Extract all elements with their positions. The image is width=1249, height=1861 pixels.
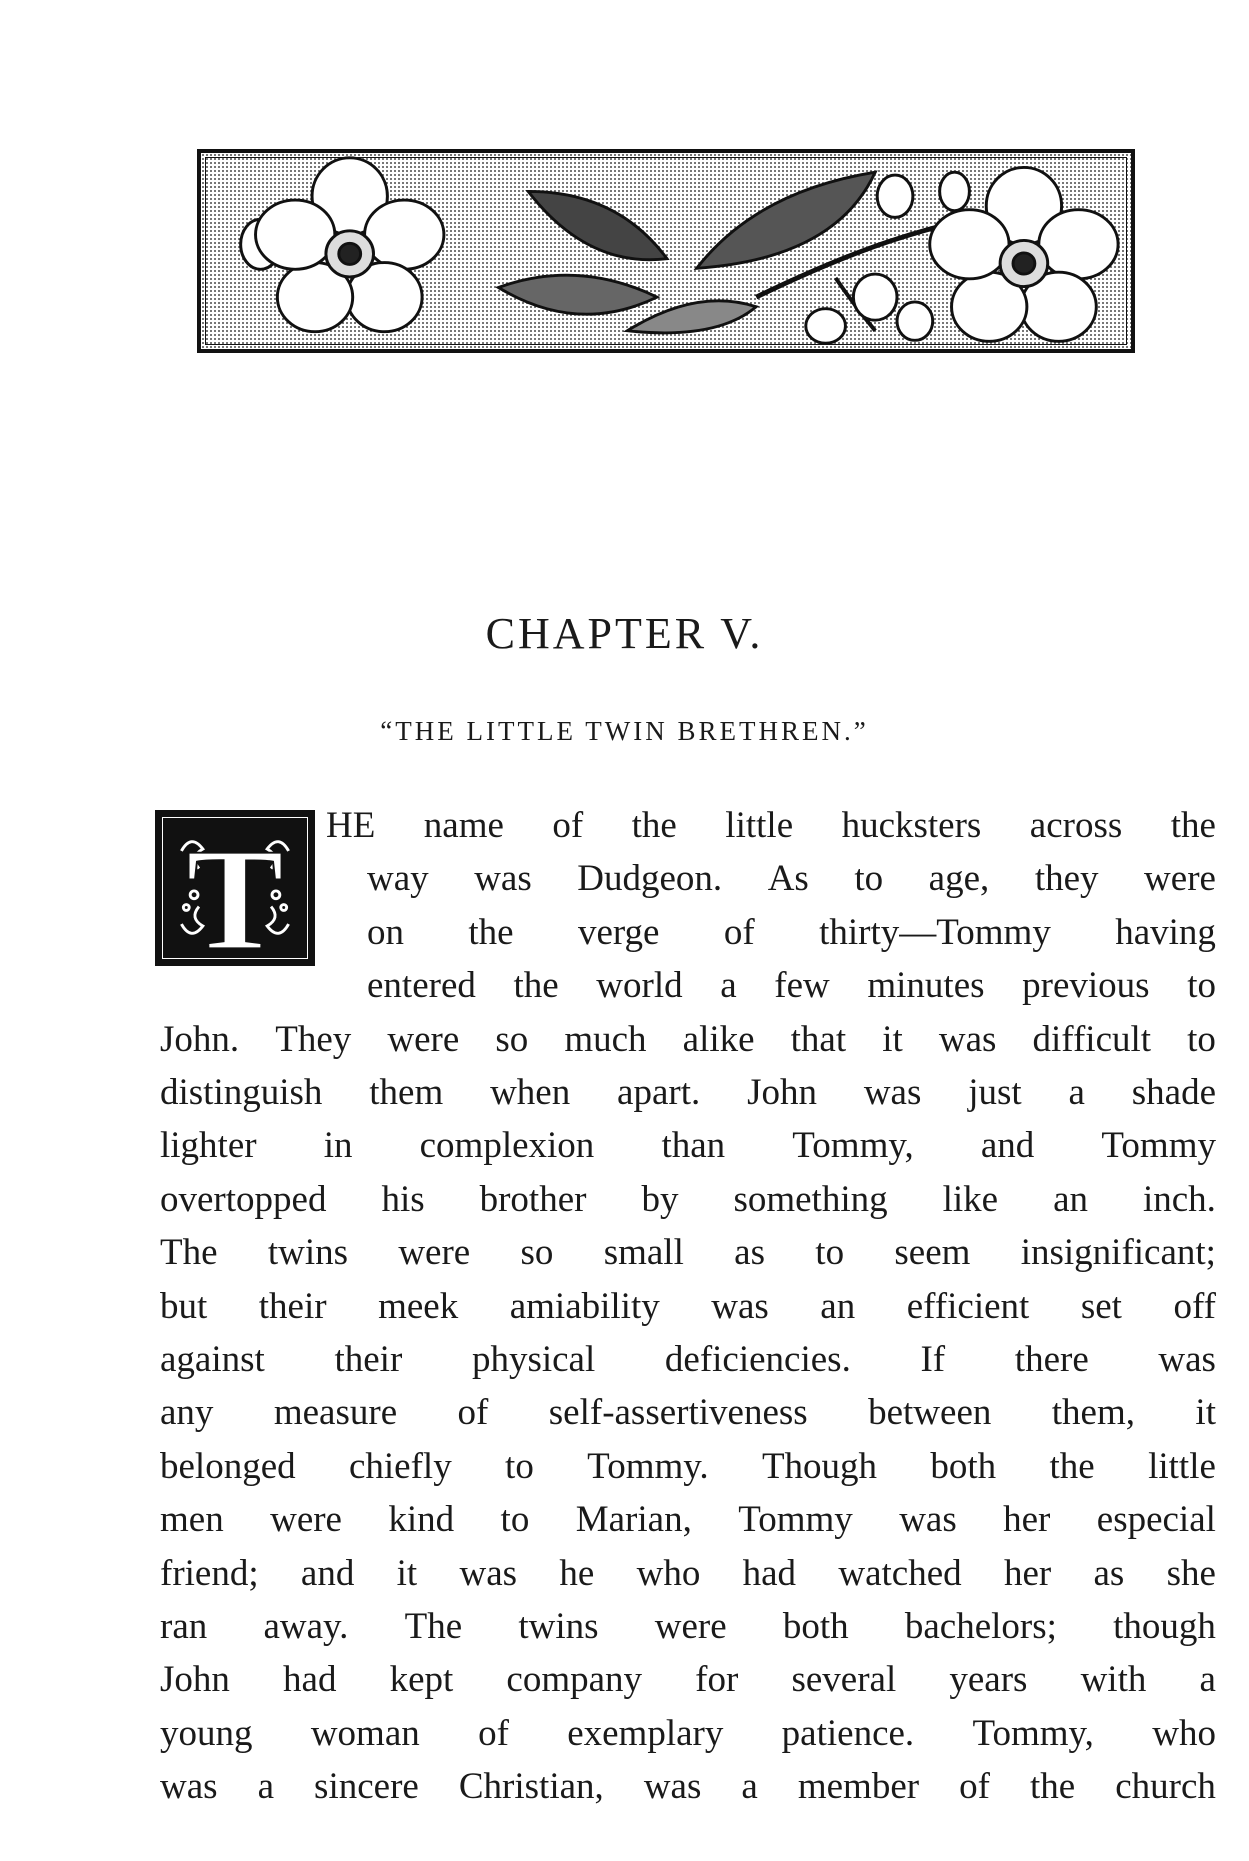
word: belonged [160,1446,296,1487]
word: for [695,1659,739,1700]
word: brother [479,1179,587,1220]
word: church [1115,1766,1216,1807]
word: her [1003,1499,1051,1540]
word: Dudgeon. [577,858,723,899]
word: they [1034,858,1099,899]
word: it [882,1019,903,1060]
word: young [160,1713,253,1754]
word: on [367,912,404,953]
body-line [160,1494,1216,1546]
word: he [559,1553,595,1594]
word: than [661,1125,726,1166]
word: just [968,1072,1022,1113]
word: little [725,805,794,846]
word: by [641,1179,679,1220]
word: were [1144,858,1216,899]
word: exemplary [567,1713,724,1754]
word: the [468,912,514,953]
word: a [257,1766,275,1807]
word: were [654,1606,727,1647]
word: of [552,805,584,846]
word: so [495,1019,529,1060]
word: difficult [1032,1019,1152,1060]
word: The [404,1606,463,1647]
word: twins [518,1606,599,1647]
word: across [1029,805,1123,846]
word: verge [577,912,660,953]
word: set [1080,1286,1122,1327]
word: HE [326,805,376,846]
word: had [283,1659,337,1700]
word: and [300,1553,355,1594]
word: their [258,1286,327,1327]
word: them, [1051,1392,1136,1433]
word: inch. [1142,1179,1216,1220]
word: was [1158,1339,1216,1380]
word: though [1113,1606,1216,1647]
word: lighter [160,1125,257,1166]
word: Tommy [1101,1125,1216,1166]
word: ran [160,1606,208,1647]
body-line [367,853,1216,905]
word: deficiencies. [664,1339,851,1380]
word: was [474,858,532,899]
word: company [506,1659,643,1700]
word: chiefly [348,1446,452,1487]
word: was [938,1019,997,1060]
dropcap-letter: T [186,818,284,964]
word: the [1049,1446,1095,1487]
word: way [367,858,429,899]
word: Tommy [738,1499,853,1540]
word: They [275,1019,352,1060]
word: John [160,1659,230,1700]
word: sincere [314,1766,419,1807]
word: name [423,805,504,846]
chapter-title: CHAPTER V. [485,609,764,658]
word: men [160,1499,224,1540]
body-line [160,1708,1216,1760]
word: self-assertiveness [548,1392,808,1433]
word: entered [367,965,476,1006]
body-line [160,1120,1216,1172]
body-line [367,960,1216,1012]
word: a [720,965,737,1006]
word: something [733,1179,888,1220]
word: Tommy, [972,1713,1094,1754]
word: Though [761,1446,878,1487]
word: a [1068,1072,1085,1113]
word: was [160,1766,218,1807]
word: to [1187,1019,1216,1060]
word: much [564,1019,647,1060]
word: friend; [160,1553,259,1594]
word: the [631,805,677,846]
word: both [782,1606,849,1647]
word: an [1053,1179,1088,1220]
word: If [920,1339,946,1380]
word: years [949,1659,1028,1700]
word: the [513,965,559,1006]
word: amiability [509,1286,660,1327]
word: she [1166,1553,1216,1594]
word: few [774,965,830,1006]
body-line [160,1548,1216,1600]
word: of [723,912,755,953]
word: that [790,1019,847,1060]
word: meek [378,1286,459,1327]
body-line [160,1174,1216,1226]
word: so [520,1232,554,1273]
word: were [387,1019,460,1060]
word: were [270,1499,342,1540]
word: several [791,1659,897,1700]
word: physical [471,1339,596,1380]
word: of [457,1392,489,1433]
word: bachelors; [904,1606,1057,1647]
word: was [459,1553,518,1594]
body-line [160,1014,1216,1066]
word: to [505,1446,534,1487]
body-line [326,800,1216,852]
word: like [942,1179,999,1220]
word: distinguish [160,1072,323,1113]
floral-headpiece [197,149,1135,353]
word: having [1115,912,1216,953]
word: was [899,1499,957,1540]
body-line [160,1441,1216,1493]
word: to [500,1499,530,1540]
word: their [334,1339,403,1380]
word: previous [1022,965,1150,1006]
word: Tommy, [792,1125,914,1166]
word: The [160,1232,218,1273]
word: watched [838,1553,962,1594]
word: efficient [906,1286,1030,1327]
body-line [160,1654,1216,1706]
word: Christian, [458,1766,604,1807]
word: it [1195,1392,1216,1433]
body-line [160,1387,1216,1439]
word: off [1173,1286,1216,1327]
word: but [160,1286,208,1327]
word: as [734,1232,765,1273]
word: shade [1131,1072,1216,1113]
body-line [160,1067,1216,1119]
ornamental-initial-icon [157,812,313,964]
word: measure [273,1392,398,1433]
word: were [398,1232,471,1273]
word: to [815,1232,845,1273]
word: in [323,1125,353,1166]
word: had [742,1553,797,1594]
word: there [1014,1339,1089,1380]
body-line [367,907,1216,959]
word: woman [310,1713,420,1754]
word: to [854,858,884,899]
word: age, [928,858,990,899]
body-line [160,1334,1216,1386]
word: the [1170,805,1216,846]
word: apart. [617,1072,701,1113]
word: them [369,1072,444,1113]
word: member [797,1766,920,1807]
word: thirty—Tommy [819,912,1051,953]
word: who [636,1553,701,1594]
word: As [767,858,809,899]
word: any [160,1392,214,1433]
body-line [160,1227,1216,1279]
word: an [820,1286,856,1327]
word: with [1080,1659,1147,1700]
dropcap [155,810,315,966]
word: between [868,1392,992,1433]
word: insignificant; [1020,1232,1216,1273]
word: John. [160,1019,240,1060]
word: kind [388,1499,455,1540]
word: overtopped [160,1179,327,1220]
word: her [1003,1553,1052,1594]
word: away. [263,1606,349,1647]
word: a [741,1766,758,1807]
word: was [643,1766,702,1807]
word: of [478,1713,509,1754]
word: world [596,965,683,1006]
word: was [863,1072,922,1113]
word: small [603,1232,684,1273]
word: against [160,1339,265,1380]
word: minutes [867,965,985,1006]
body-line [160,1761,1216,1813]
word: who [1152,1713,1216,1754]
word: seem [894,1232,971,1273]
word: Marian, [575,1499,692,1540]
body-line [160,1601,1216,1653]
chapter-subtitle: “THE LITTLE TWIN BRETHREN.” [380,716,869,746]
word: especial [1096,1499,1216,1540]
word: and [980,1125,1035,1166]
word: John [747,1072,817,1113]
word: both [930,1446,997,1487]
word: the [1029,1766,1076,1807]
word: when [490,1072,571,1113]
word: his [381,1179,425,1220]
word: hucksters [841,805,982,846]
word: was [711,1286,769,1327]
word: alike [682,1019,755,1060]
word: as [1093,1553,1125,1594]
word: kept [389,1659,454,1700]
word: of [959,1766,990,1807]
word: twins [267,1232,349,1273]
word: it [396,1553,418,1594]
word: to [1187,965,1216,1006]
word: a [1199,1659,1216,1700]
word: complexion [419,1125,595,1166]
body-line [160,1281,1216,1333]
floral-headpiece-icon [201,153,1131,349]
word: little [1148,1446,1216,1487]
word: patience. [781,1713,915,1754]
word: Tommy. [587,1446,709,1487]
